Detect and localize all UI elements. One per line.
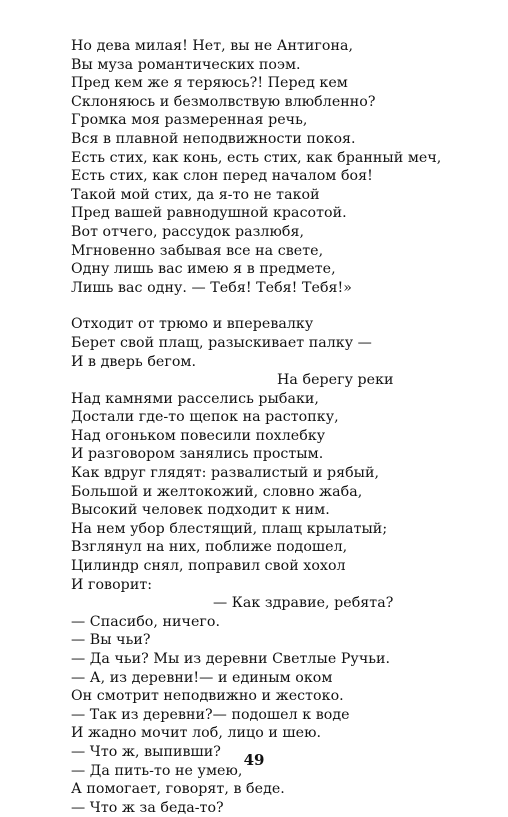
verse-line: Он смотрит неподвижно и жестоко. [71,688,344,705]
verse-line: — Что ж, выпивши? [71,743,221,760]
verse-line: — Что ж за беда-то? [71,799,224,816]
verse-line: И жадно мочит лоб, лицо и шею. [71,725,322,742]
verse-line: Пред вашей равнодушной красотой. [71,205,347,222]
verse-line: На нем убор блестящий, плащ крылатый; [71,520,388,537]
verse-line: И разговором занялись простым. [71,446,324,463]
verse-line: А помогает, говорят, в беде. [71,781,285,798]
stanza-3 [71,390,491,613]
verse-line: Цилиндр снял, поправил свой хохол [71,558,346,575]
stanza-gap [71,297,491,315]
verse-line: Есть стих, как слон перед началом боя! [71,168,373,185]
verse-line: — Да пить-то не умею, [71,762,243,779]
verse-line: — Вы чьи? [71,632,151,649]
verse-line: Как вдруг глядят: развалистый и рябый, [71,465,380,482]
verse-line: Склоняюсь и безмолвствую влюбленно? [71,93,376,110]
verse-line: Громка моя размеренная речь, [71,112,308,129]
verse-line: Вот отчего, рассудок разлюбя, [71,223,305,240]
verse-line: — Спасибо, ничего. [71,613,221,630]
verse-line: — А, из деревни!— и единым оком [71,669,333,686]
verse-line: Вся в плавной неподвижности покоя. [71,130,356,147]
poem-text [71,37,491,817]
verse-line: Взглянул на них, поближе подошел, [71,539,348,556]
verse-line: Большой и желтокожий, словно жаба, [71,483,363,500]
verse-line: — Да чьи? Мы из деревни Светлые Ручьи. [71,651,391,667]
verse-line: Над камнями расселись рыбаки, [71,390,319,407]
verse-line-indented: На берегу реки [277,372,394,389]
verse-line: Высокий человек подходит к ним. [71,502,330,519]
stanza-4 [71,613,491,817]
verse-line: Но дева милая! Нет, вы не Антигона, [71,38,354,54]
verse-line: Берет свой плащ, разыскивает палку — [71,334,372,351]
verse-line: Мгновенно забывая все на свете, [71,242,324,259]
verse-line-indented: — Как здравие, ребята? [213,595,394,612]
verse-line: И говорит: [71,576,153,593]
verse-line: — Так из деревни?— подошел к воде [71,706,350,723]
verse-line: Одну лишь вас имею я в предмете, [71,261,336,278]
verse-line: И в дверь бегом. [71,353,197,370]
verse-line: Есть стих, как конь, есть стих, как бранный меч, [71,149,442,166]
verse-line: Отходит от трюмо и вперевалку [71,316,314,333]
verse-line: Пред кем же я теряюсь?! Перед кем [71,75,348,92]
verse-line: Достали где-то щепок на растопку, [71,409,339,426]
verse-line: Вы муза романтических поэм. [71,56,301,73]
verse-line: Такой мой стих, да я-то не такой [71,186,320,203]
verse-line: Лишь вас одну. — Тебя! Тебя! Тебя!» [71,279,353,296]
verse-line: Над огоньком повесили похлебку [71,427,326,444]
page-number: 49 [243,751,265,769]
stanza-1 [71,37,491,297]
stanza-2 [71,315,491,389]
